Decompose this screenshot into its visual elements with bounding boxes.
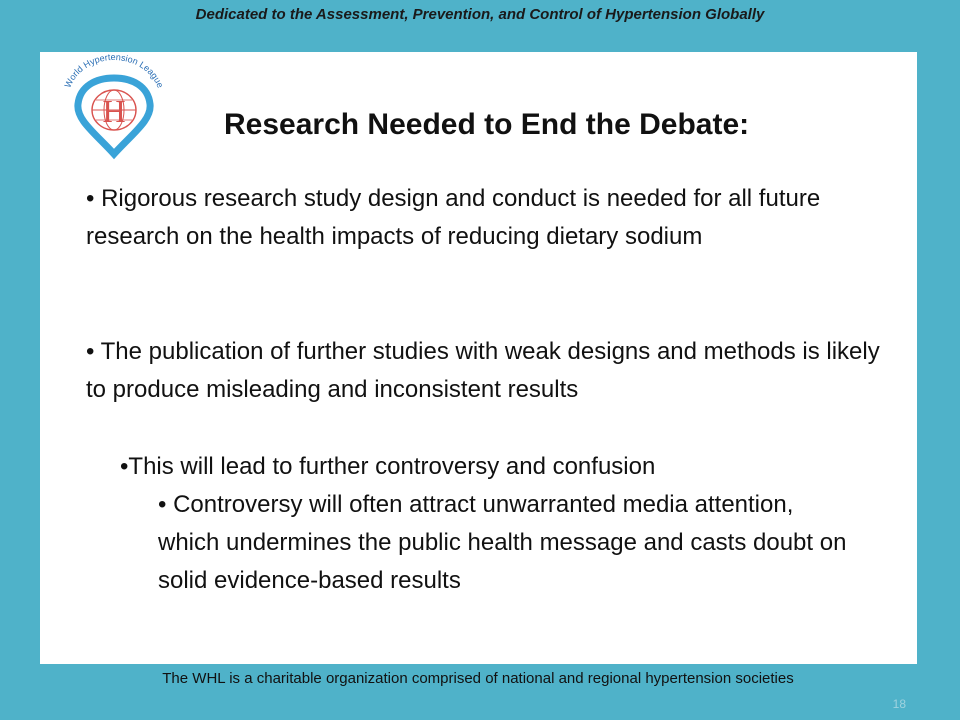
footer-text: The WHL is a charitable organization comprised of national and regional hypertension societies: [162, 670, 794, 687]
bullet-2: • The publication of further studies with weak designs and methods is likely to produce misleading and inconsistent results: [86, 338, 880, 403]
sub-sub-bullet-1: • Controversy will often attract unwarranted media attention, which undermines the public health message and casts doubt on solid evidence-based results: [158, 491, 847, 594]
logo-ring-text: World Hypertension League: [62, 52, 166, 90]
header-banner: Dedicated to the Assessment, Prevention, and Control of Hypertension Globally: [195, 6, 765, 23]
slide-title: Research Needed to End the Debate:: [224, 108, 750, 141]
logo-mark: H: [102, 93, 126, 129]
page-number: 18: [892, 697, 906, 711]
sub-bullet-1: •This will lead to further controversy and confusion: [120, 453, 656, 480]
whl-logo: [56, 52, 172, 160]
bullet-1: • Rigorous research study design and conduct is needed for all future research on the health impacts of reducing dietary sodium: [86, 185, 821, 250]
